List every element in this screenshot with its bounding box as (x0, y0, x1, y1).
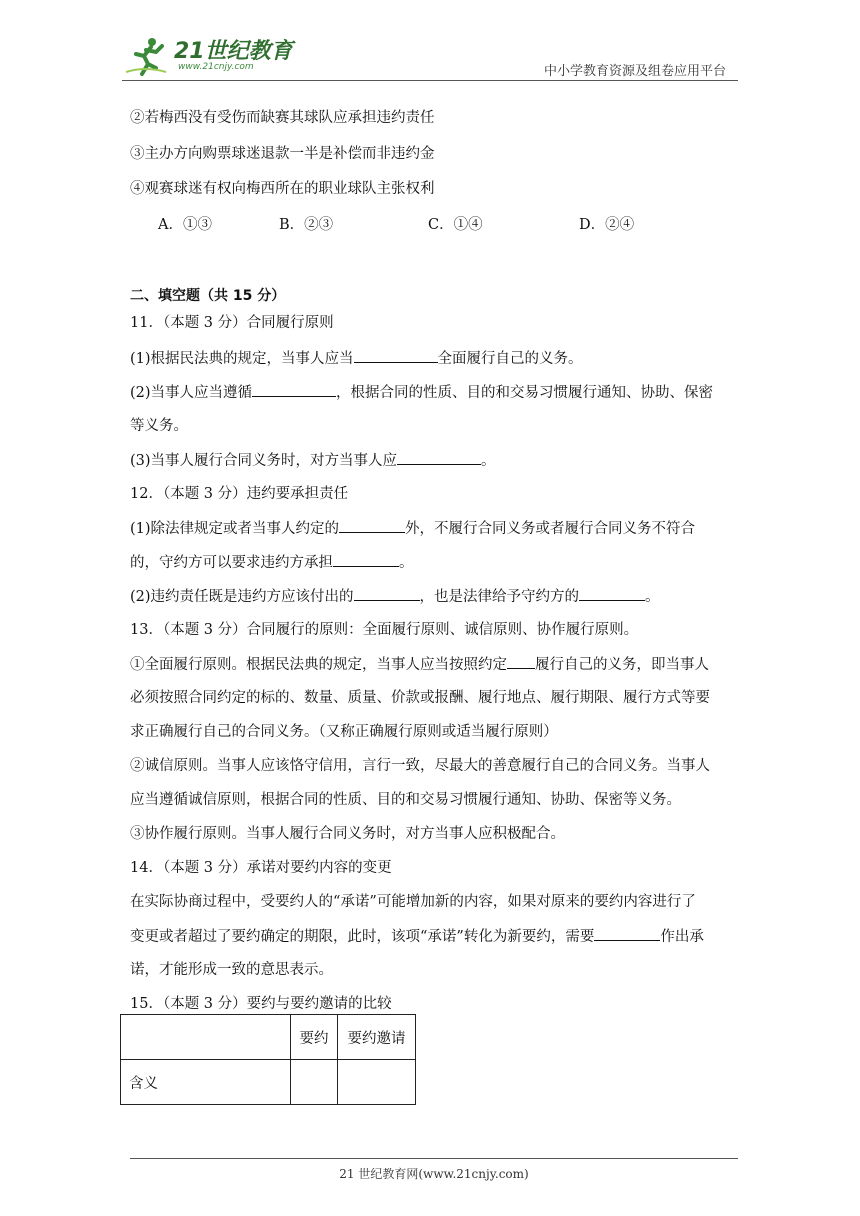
q14-line-2-text: 变更或者超过了要约确定的期限，此时，该项“承诺”转化为新要约，需要 (130, 929, 595, 945)
option-d[interactable]: D．②④ (579, 217, 635, 233)
q12-heading: 12．（本题 3 分）违约要承担责任 (130, 486, 349, 502)
section-title: 二、填空题（共 15 分） (130, 288, 286, 304)
q10-options (158, 213, 678, 233)
q11-part3-text: (3)当事人履行合同义务时，对方当事人应 (130, 453, 398, 469)
table-header-cell: 要约 (291, 1015, 338, 1060)
runner-logo-icon (124, 36, 168, 76)
q12-blank-3[interactable] (354, 586, 420, 601)
q10-item-3: ③主办方向购票球迷退款一半是补偿而非违约金 (130, 146, 435, 162)
q11-part1-tail: 全面履行自己的义务。 (437, 351, 583, 367)
q13-line-6: ③协作履行原则。当事人履行合同义务时，对方当事人应积极配合。 (130, 826, 565, 842)
q12-part2-tail: 。 (645, 589, 660, 605)
q12-blank-2[interactable] (333, 552, 399, 567)
q12-part1-cont-text: 的，守约方可以要求违约方承担 (130, 555, 333, 571)
q13-blank[interactable] (507, 654, 535, 669)
q14-blank[interactable] (594, 926, 660, 941)
q15-heading: 15．（本题 3 分）要约与要约邀请的比较 (130, 996, 392, 1012)
q13-heading: 13．（本题 3 分）合同履行的原则：全面履行原则、诚信原则、协作履行原则。 (130, 622, 639, 638)
q14-line-3: 诺，才能形成一致的意思表示。 (130, 962, 333, 978)
table-header-cell: 要约邀请 (338, 1015, 416, 1060)
q11-heading: 11．（本题 3 分）合同履行原则 (130, 315, 334, 331)
q11-part2-cont: 等义务。 (130, 418, 188, 434)
q13-line-2: 必须按照合同约定的标的、数量、质量、价款或报酬、履行地点、履行期限、履行方式等要 (130, 690, 710, 706)
q12-part2-text: (2)违约责任既是违约方应该付出的 (130, 589, 354, 605)
q13-line-1 (130, 654, 709, 675)
q11-part2-text: (2)当事人应当遵循 (130, 385, 253, 401)
q12-part1-tail: 外，不履行合同义务或者履行合同义务不符合 (405, 521, 696, 537)
q14-line-2 (130, 926, 704, 947)
site-logo[interactable] (124, 32, 294, 76)
q13-line-1-text: ①全面履行原则。根据民法典的规定，当事人应当按照约定 (130, 657, 507, 673)
q12-blank-1[interactable] (339, 518, 405, 533)
table-cell: 含义 (121, 1060, 291, 1105)
q11-part2 (130, 382, 713, 403)
q12-part1-cont-tail: 。 (399, 555, 414, 571)
q10-item-2: ②若梅西没有受伤而缺赛其球队应承担违约责任 (130, 110, 435, 126)
q11-part2-tail: ，根据合同的性质、目的和交易习惯履行通知、协助、保密 (336, 385, 714, 401)
q12-part1 (130, 518, 695, 539)
q12-blank-4[interactable] (579, 586, 645, 601)
q12-part2 (130, 586, 660, 607)
q12-part1-text: (1)除法律规定或者当事人约定的 (130, 521, 340, 537)
table-cell[interactable] (291, 1060, 338, 1105)
q13-line-1-tail: 履行自己的义务，即当事人 (535, 657, 709, 673)
q12-part1-cont (130, 552, 414, 573)
q13-line-3: 求正确履行自己的合同义务。（又称正确履行原则或适当履行原则） (130, 724, 558, 740)
table-row (121, 1060, 416, 1105)
q11-part1 (130, 348, 583, 369)
comparison-table (120, 1014, 416, 1105)
q11-part3-tail: 。 (481, 453, 496, 469)
page-footer (130, 1158, 738, 1181)
q11-part3 (130, 450, 496, 471)
table-header-cell (121, 1015, 291, 1060)
q14-heading: 14．（本题 3 分）承诺对要约内容的变更 (130, 860, 392, 876)
q14-line-2-tail: 作出承 (660, 929, 704, 945)
footer-text[interactable]: 21 世纪教育网(www.21cnjy.com) (339, 1167, 529, 1181)
header-platform-name: 中小学教育资源及组卷应用平台 (543, 64, 726, 79)
q12-part2-mid: ，也是法律给予守约方的 (419, 589, 580, 605)
q11-blank-1[interactable] (354, 348, 438, 363)
logo-text: 21世纪教育 (174, 39, 293, 64)
q11-part1-text: (1)根据民法典的规定，当事人应当 (130, 351, 354, 367)
q13-line-4: ②诚信原则。当事人应该恪守信用，言行一致，尽最大的善意履行自己的合同义务。当事人 (130, 758, 710, 774)
q14-line-1: 在实际协商过程中，受要约人的“承诺”可能增加新的内容，如果对原来的要约内容进行了 (130, 894, 696, 910)
q11-blank-3[interactable] (397, 450, 481, 465)
page-header (122, 32, 738, 81)
table-cell[interactable] (338, 1060, 416, 1105)
option-b[interactable]: B．②③ (279, 217, 334, 233)
logo-url: www.21cnjy.com (178, 62, 254, 72)
q11-blank-2[interactable] (252, 382, 336, 397)
q13-line-5: 应当遵循诚信原则，根据合同的性质、目的和交易习惯履行通知、协助、保密等义务。 (130, 792, 681, 808)
option-c[interactable]: C．①④ (428, 217, 483, 233)
option-a[interactable]: A．①③ (158, 217, 212, 233)
q10-item-4: ④观赛球迷有权向梅西所在的职业球队主张权利 (130, 181, 435, 197)
table-header-row (121, 1015, 416, 1060)
